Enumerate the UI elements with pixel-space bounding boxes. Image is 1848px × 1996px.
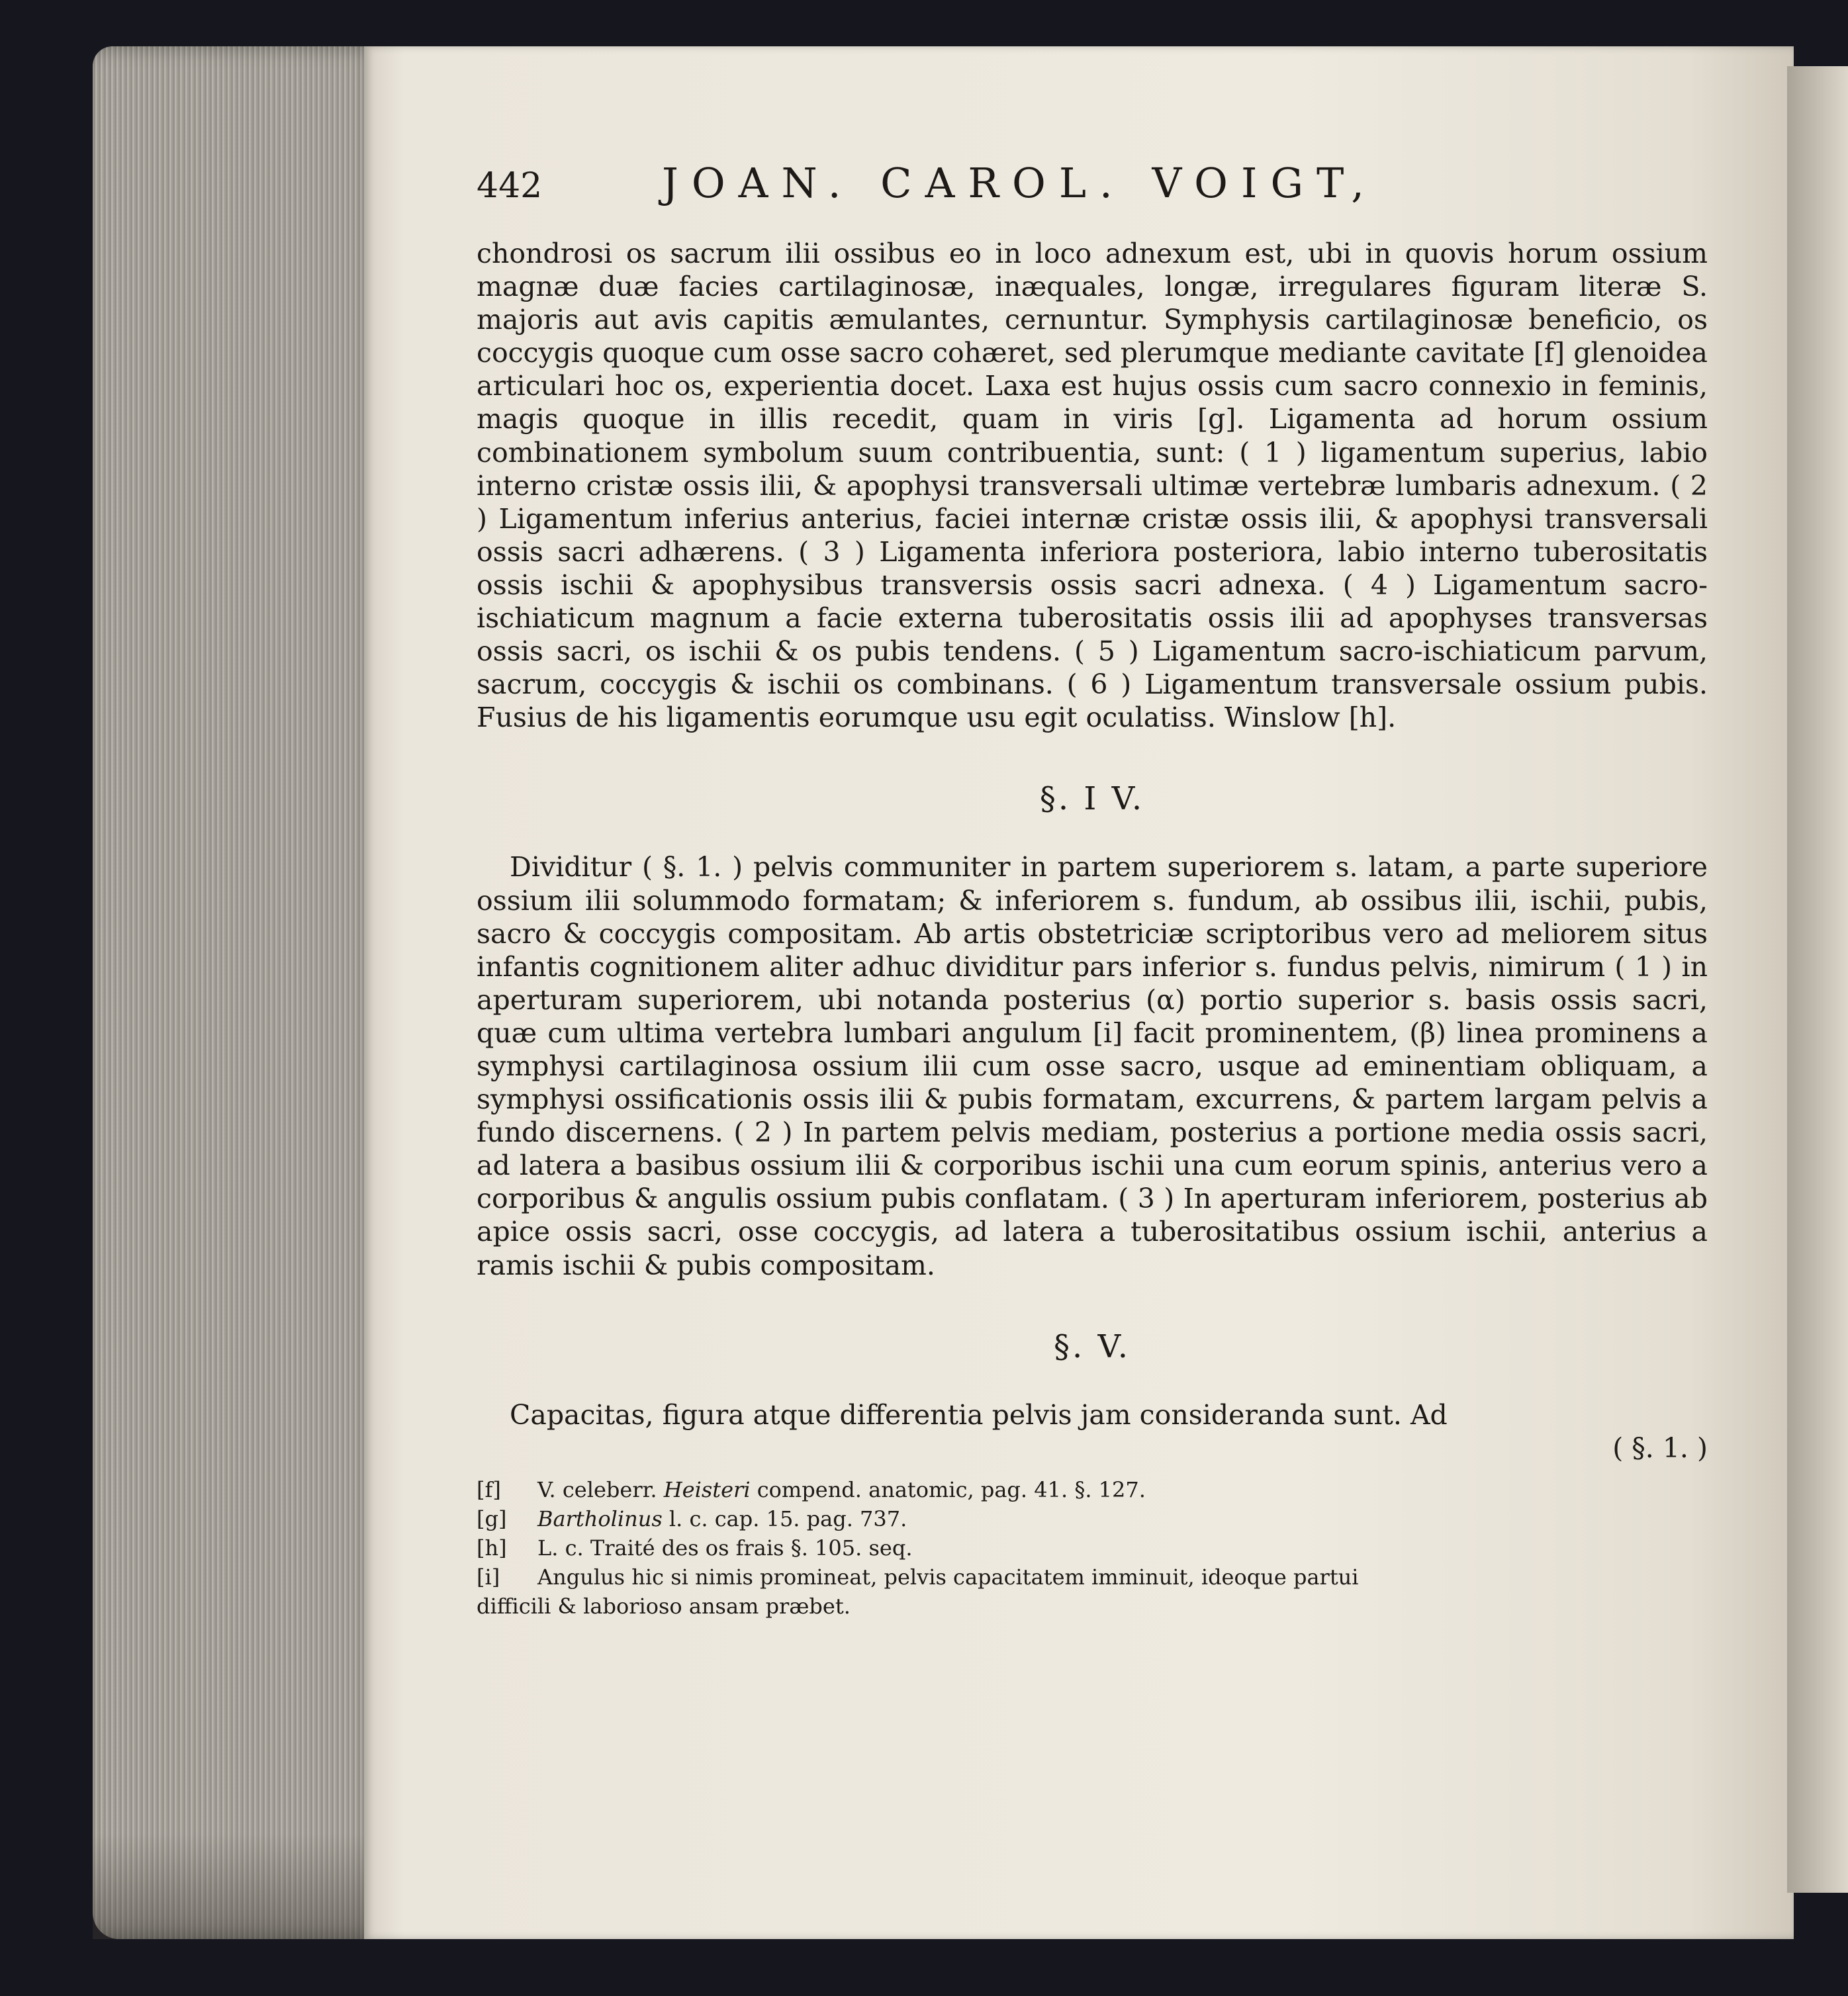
footnote-mark: [f] [477, 1476, 501, 1502]
footnote-text: l. c. cap. 15. pag. 737. [662, 1506, 907, 1531]
section-heading-v: §. V. [1053, 1328, 1131, 1365]
footnote [477, 1563, 1708, 1592]
page-edges [93, 46, 384, 1939]
footnote-mark: [i] [477, 1564, 500, 1590]
footnote-mark: [g] [477, 1506, 507, 1531]
page-content [477, 159, 1708, 1621]
next-page-edge [1787, 66, 1848, 1893]
footnote-mark: [h] [477, 1535, 507, 1561]
footnotes [477, 1475, 1708, 1621]
paragraph-2: Dividitur ( §. 1. ) pelvis communiter in partem superiorem s. latam, a parte superiore ossium ilii solummodo formatam; & inferiorem s. fundum, ab ossibus ilii, ischii, pubis, sacro & coccygis compositam. Ab artis obstetriciæ scriptoribus vero ad meliorem situs infantis cognitionem aliter adhuc dividitur pars inferior s. fundus pelvis, nimirum ( 1 ) in aperturam superiorem, ubi notanda posterius (α) portio superior s. basis ossis sacri, quæ cum ultima vertebra lumbari angulum [i] facit prominentem, (β) linea prominens a symphysi cartilaginosa ossium ilii cum osse sacro, usque ad eminentiam obliquam, a symphysi ossificationis ossis ilii & pubis formatam, excurrens, & partem largam pelvis a fundo discernens. ( 2 ) In partem pelvis mediam, posterius a portione media ossis sacri, ad latera a basibus ossium ilii & corporibus ischii una cum eorum spinis, anterius vero a corporibus & angulis ossium pubis conflatam. ( 3 ) In aperturam inferiorem, posterius ab apice ossis sacri, osse coccygis, ad latera a tuberositatibus ossium ischii, anterius a ramis ischii & pubis compositam. [477, 851, 1708, 1281]
footnote-text: compend. anatomic, pag. 41. §. 127. [750, 1476, 1146, 1502]
paragraph-1: chondrosi os sacrum ilii ossibus eo in loco adnexum est, ubi in quovis horum ossium magnæ duæ facies cartilaginosæ, inæquales, longæ, irregulares figuram literæ S. majoris aut avis capitis æmulantes, cernuntur. Symphysis cartilaginosæ beneficio, os coccygis quoque cum osse sacro cohæret, sed plerumque mediante cavitate [f] glenoidea articulari hoc os, experientia docet. Laxa est hujus ossis cum sacro connexio in feminis, magis quoque in illis recedit, quam in viris [g]. Ligamenta ad horum ossium combinationem symbolum suum contribuentia, sunt: ( 1 ) ligamentum superius, labio interno cristæ ossis ilii, & apophysi transversali ultimæ vertebræ lumbaris adnexum. ( 2 ) Ligamentum inferius anterius, faciei internæ cristæ ossis ilii, & apophysi transversali ossis sacri adhærens. ( 3 ) Ligamenta inferiora posteriora, labio interno tuberositatis ossis ischii & apophysibus transversis ossis sacri adnexa. ( 4 ) Ligamentum sacro-ischiaticum magnum a facie externa tuberositatis ossis ilii ad apophyses transversas ossis sacri, os ischii & os pubis tendens. ( 5 ) Ligamentum sacro-ischiaticum parvum, sacrum, coccygis & ischii os combinans. ( 6 ) Ligamentum transversale ossium pubis. Fusius de his ligamentis eorumque usu egit oculatiss. Winslow [h]. [477, 238, 1708, 734]
footnote-author: Bartholinus [537, 1506, 663, 1531]
running-head: JOAN. CAROL. VOIGT, [662, 159, 1377, 207]
footnote-text: Angulus hic si nimis promineat, pelvis capacitatem imminuit, ideoque partui [537, 1564, 1359, 1590]
footnote-text: difficili & laborioso ansam præbet. [477, 1593, 851, 1619]
footnote-continuation [477, 1592, 1708, 1621]
page-header [477, 159, 1708, 232]
footnote-text: L. c. Traité des os frais §. 105. seq. [537, 1535, 913, 1561]
footnote [477, 1504, 1708, 1533]
footnote-text: V. celeberr. [537, 1476, 664, 1502]
footnote-author: Heisteri [663, 1476, 751, 1502]
section-heading-iv: §. I V. [1039, 780, 1145, 818]
footnote [477, 1533, 1708, 1563]
footnote [477, 1475, 1708, 1504]
catchword: ( §. 1. ) [1612, 1431, 1708, 1464]
paragraph-3: Capacitas, figura atque differentia pelvis jam consideranda sunt. Ad [510, 1398, 1448, 1431]
page-number: 442 [477, 166, 543, 206]
